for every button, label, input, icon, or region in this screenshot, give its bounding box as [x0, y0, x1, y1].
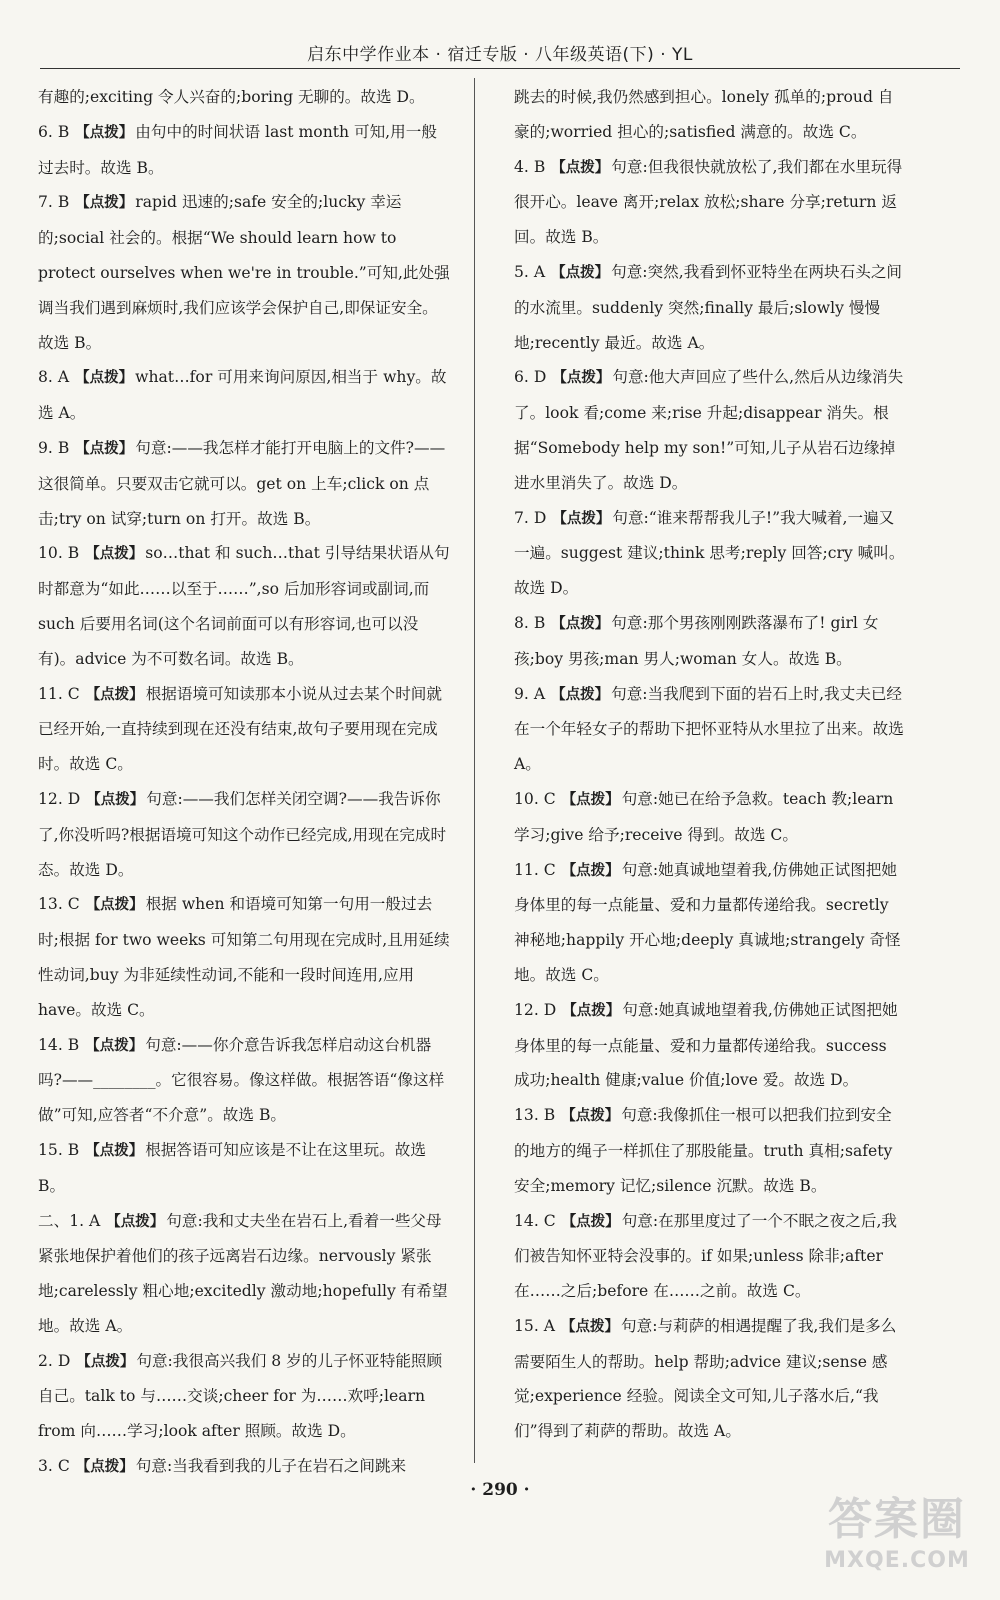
page-header-title: 启东中学作业本 · 宿迁专版 · 八年级英语(下) · YL [307, 45, 693, 65]
answer-number: 9. B [38, 438, 70, 457]
answer-item [514, 255, 906, 360]
hint-tag: 【点拨】 [75, 124, 134, 141]
answer-item [38, 536, 450, 676]
answer-number: 7. D [514, 508, 547, 527]
hint-tag: 【点拨】 [551, 686, 610, 703]
answer-item [514, 1098, 906, 1203]
answer-item [38, 677, 450, 782]
answer-number: 15. A [514, 1316, 556, 1335]
hint-tag: 【点拨】 [551, 159, 610, 176]
hint-tag: 【点拨】 [552, 510, 611, 527]
hint-tag: 【点拨】 [552, 370, 611, 387]
answer-explanation: 句意:当我爬到下面的岩石上时,我丈夫已经在一个年轻女子的帮助下把怀亚特从水里拉了出来。故选 A。 [514, 684, 904, 774]
answer-item [38, 1133, 450, 1204]
hint-tag: 【点拨】 [106, 1213, 165, 1230]
answer-explanation: 句意:——你介意告诉我怎样启动这台机器吗?——________。它很容易。像这样做。根据答语“像这样做”可知,应答者“不介意”。故选 B。 [38, 1035, 445, 1125]
answer-item [514, 80, 906, 150]
answer-explanation: 句意:我和丈夫坐在岩石上,看着一些父母紧张地保护着他们的孩子远离岩石边缘。nervously 紧张地;carelessly 粗心地;excitedly 激动地;hopefully 有希望地。故选 A。 [38, 1211, 448, 1335]
answer-number: 二、1. A [38, 1211, 101, 1230]
hint-tag: 【点拨】 [75, 1459, 134, 1476]
hint-tag: 【点拨】 [562, 1002, 621, 1019]
hint-tag: 【点拨】 [561, 1213, 620, 1230]
answer-explanation: 有趣的;exciting 令人兴奋的;boring 无聊的。故选 D。 [38, 88, 425, 106]
hint-tag: 【点拨】 [75, 195, 134, 212]
hint-tag: 【点拨】 [85, 1142, 144, 1159]
answer-number: 13. B [514, 1106, 556, 1125]
answer-item [514, 1204, 906, 1309]
hint-tag: 【点拨】 [551, 615, 610, 632]
answer-explanation: 根据答语可知应该是不让在这里玩。故选 B。 [38, 1140, 426, 1195]
answer-explanation: 句意:突然,我看到怀亚特坐在两块石头之间的水流里。suddenly 突然;finally 最后;slowly 慢慢地;recently 最近。故选 A。 [514, 262, 903, 352]
answer-explanation: 句意:在那里度过了一个不眠之夜之后,我们被告知怀亚特会没事的。if 如果;unless 除非;after 在……之后;before 在……之前。故选 C。 [514, 1211, 897, 1301]
answer-number: 8. A [38, 368, 70, 387]
hint-tag: 【点拨】 [76, 1353, 135, 1370]
hint-tag: 【点拨】 [85, 546, 144, 563]
answer-number: 6. B [38, 122, 70, 141]
answer-item [38, 887, 450, 1027]
answer-item [514, 677, 906, 782]
answer-number: 8. B [514, 613, 546, 632]
hint-tag: 【点拨】 [561, 791, 620, 808]
answer-number: 6. D [514, 368, 547, 387]
answer-number: 15. B [38, 1140, 80, 1159]
hint-tag: 【点拨】 [86, 791, 145, 808]
answer-number: 12. D [514, 1000, 557, 1019]
answer-explanation: so…that 和 such…that 引导结果状语从句时都意为“如此……以至于……”,so 后加形容词或副词,而 such 后要用名词(这个名词前面可以有形容词,也可以没有)。advice 为不可数名词。故选 B。 [38, 544, 450, 668]
answer-item [514, 360, 906, 500]
hint-tag: 【点拨】 [561, 1108, 620, 1125]
left-column [38, 80, 450, 1485]
answer-explanation: 跳去的时候,我仍然感到担心。lonely 孤单的;proud 自豪的;worried 担心的;satisfied 满意的。故选 C。 [514, 88, 894, 141]
answer-explanation: 句意:那个男孩刚刚跌落瀑布了! girl 女孩;boy 男孩;man 男人;woman 女人。故选 B。 [514, 613, 879, 668]
answer-item [38, 185, 450, 360]
answer-number: 13. C [38, 895, 80, 914]
hint-tag: 【点拨】 [85, 897, 144, 914]
answer-explanation: 句意:我像抓住一根可以把我们拉到安全的地方的绳子一样抓住了那股能量。truth 真相;safety 安全;memory 记忆;silence 沉默。故选 B。 [514, 1106, 893, 1195]
hint-tag: 【点拨】 [561, 862, 620, 879]
answer-number: 14. C [514, 1211, 556, 1230]
answer-item [38, 1204, 450, 1344]
column-divider [474, 78, 475, 1463]
watermark-brand: 答案圈 [828, 1494, 966, 1545]
answer-number: 3. C [38, 1457, 70, 1476]
answer-number: 10. B [38, 544, 80, 563]
answer-explanation: 句意:她已在给予急救。teach 教;learn 学习;give 给予;receive 得到。故选 C。 [514, 789, 894, 844]
answer-explanation: 句意:——我怎样才能打开电脑上的文件?——这很简单。只要双击它就可以。get on 上车;click on 点击;try on 试穿;turn on 打开。故选 B。 [38, 438, 446, 528]
page-number: · 290 · [470, 1480, 530, 1500]
answer-number: 5. A [514, 262, 546, 281]
answer-explanation: what…for 可用来询问原因,相当于 why。故选 A。 [38, 368, 447, 423]
answer-item [38, 782, 450, 887]
answer-number: 12. D [38, 789, 81, 808]
answer-explanation: 根据 when 和语境可知第一句用一般过去时;根据 for two weeks 可知第二句用现在完成时,且用延续性动词,buy 为非延续性动词,不能和一段时间连用,应用 have。故选 C。 [38, 895, 450, 1019]
answer-number: 10. C [514, 789, 556, 808]
hint-tag: 【点拨】 [75, 370, 134, 387]
answer-number: 14. B [38, 1035, 80, 1054]
right-column [514, 80, 906, 1449]
answer-item [38, 1344, 450, 1449]
answer-item [38, 115, 450, 186]
answer-explanation: 句意:他大声回应了些什么,然后从边缘消失了。look 看;come 来;rise 升起;disappear 消失。根据“Somebody help my son!”可知,儿子从岩石边缘掉进水里消失了。故选 D。 [514, 368, 904, 492]
answer-number: 2. D [38, 1351, 71, 1370]
answer-item [514, 1309, 906, 1449]
answer-number: 11. C [38, 684, 80, 703]
watermark-url: MXQE.COM [824, 1548, 970, 1573]
hint-tag: 【点拨】 [85, 1037, 144, 1054]
answer-number: 11. C [514, 860, 556, 879]
answer-number: 4. B [514, 157, 546, 176]
answer-explanation: rapid 迅速的;safe 安全的;lucky 幸运的;social 社会的。根据“We should learn how to protect ourselves when we're in trouble.”可知,此处强调当我们遇到麻烦时,我们应该学会保护自己,即保证安全。故选 B。 [38, 193, 450, 352]
answer-explanation: 由句中的时间状语 last month 可知,用一般过去时。故选 B。 [38, 122, 437, 177]
hint-tag: 【点拨】 [561, 1318, 620, 1335]
header-rule [40, 68, 960, 69]
answer-number: 7. B [38, 193, 70, 212]
answer-explanation: 根据语境可知读那本小说从过去某个时间就已经开始,一直持续到现在还没有结束,故句子要用现在完成时。故选 C。 [38, 684, 442, 774]
hint-tag: 【点拨】 [85, 686, 144, 703]
answer-explanation: 句意:但我很快就放松了,我们都在水里玩得很开心。leave 离开;relax 放松;share 分享;return 返回。故选 B。 [514, 157, 903, 247]
watermark-logo [812, 1493, 982, 1593]
answer-item [38, 360, 450, 431]
answer-number: 9. A [514, 684, 546, 703]
answer-item [38, 431, 450, 536]
answer-explanation: 句意:她真诚地望着我,仿佛她正试图把她身体里的每一点能量、爱和力量都传递给我。success 成功;health 健康;value 价值;love 爱。故选 D。 [514, 1000, 898, 1090]
answer-explanation: 句意:“谁来帮帮我儿子!”我大喊着,一遍又一遍。suggest 建议;think 思考;reply 回答;cry 喊叫。故选 D。 [514, 508, 905, 598]
answer-item [514, 150, 906, 255]
answer-item [514, 782, 906, 853]
answer-explanation: 句意:我很高兴我们 8 岁的儿子怀亚特能照顾自己。talk to 与……交谈;cheer for 为……欢呼;learn from 向……学习;look after 照顾。故选 D。 [38, 1351, 443, 1441]
answer-item [38, 80, 450, 115]
answer-item [514, 993, 906, 1098]
answer-item [514, 606, 906, 677]
answer-item [514, 853, 906, 993]
hint-tag: 【点拨】 [75, 440, 134, 457]
answer-item [514, 501, 906, 606]
answer-explanation: 句意:当我看到我的儿子在岩石之间跳来 [135, 1457, 407, 1476]
hint-tag: 【点拨】 [551, 264, 610, 281]
answer-explanation: 句意:与莉萨的相遇提醒了我,我们是多么需要陌生人的帮助。help 帮助;advice 建议;sense 感觉;experience 经验。阅读全文可知,儿子落水后,“我们”得到了莉萨的帮助。故选 A。 [514, 1316, 897, 1441]
answer-item [38, 1028, 450, 1133]
answer-explanation: 句意:——我们怎样关闭空调?——我告诉你了,你没听吗?根据语境可知这个动作已经完成,用现在完成时态。故选 D。 [38, 789, 447, 879]
answer-explanation: 句意:她真诚地望着我,仿佛她正试图把她身体里的每一点能量、爱和力量都传递给我。secretly 神秘地;happily 开心地;deeply 真诚地;strangely 奇怪地。故选 C。 [514, 860, 901, 984]
